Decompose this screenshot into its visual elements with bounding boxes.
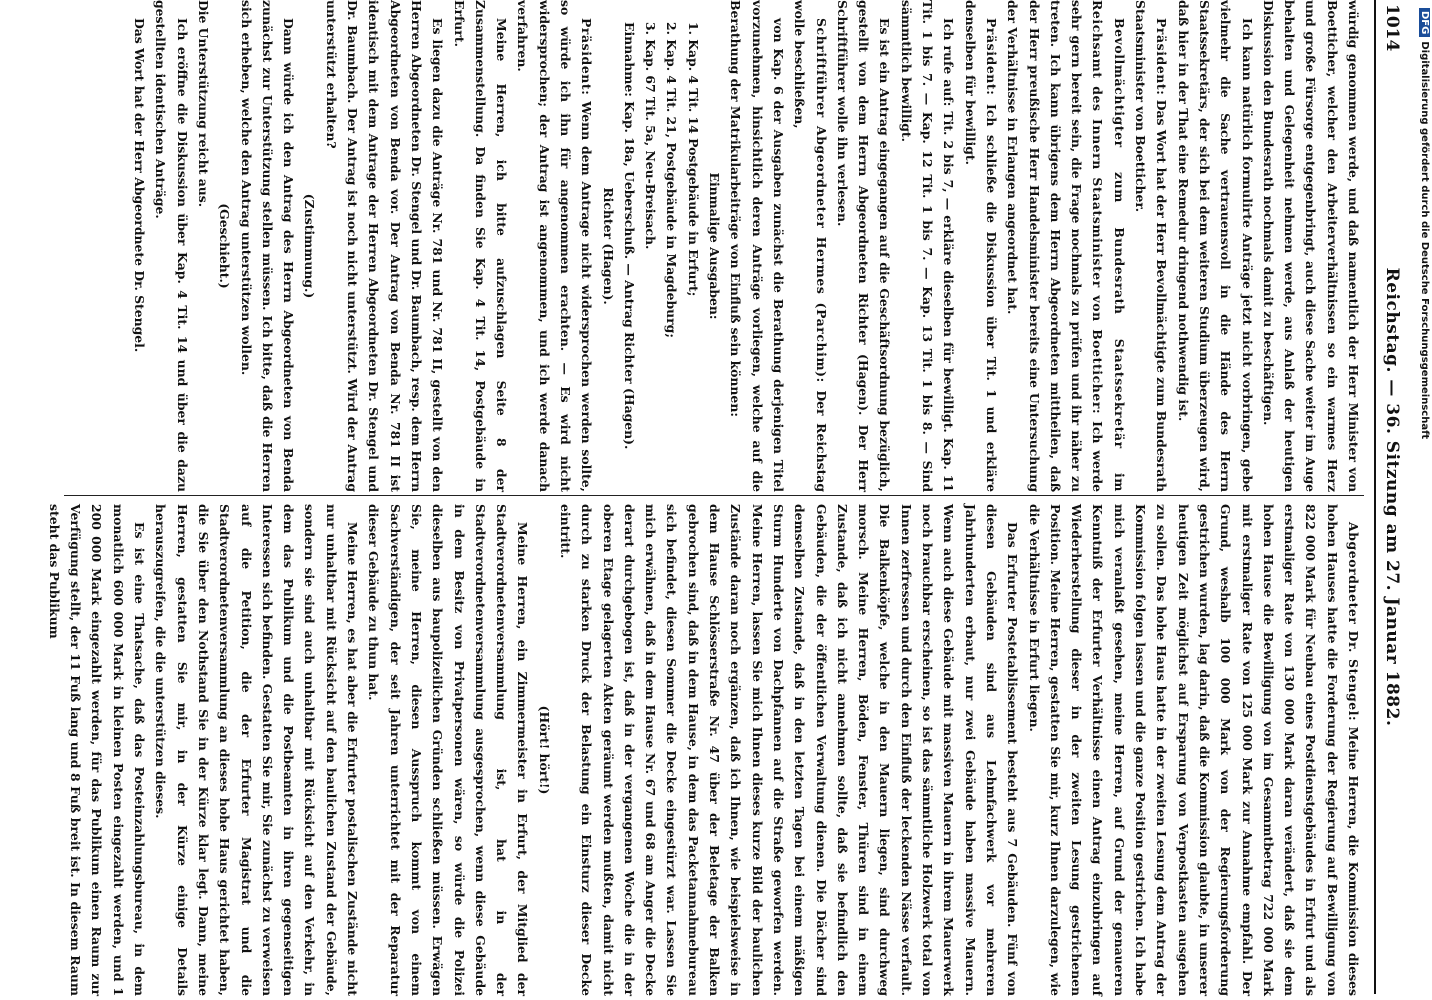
speaker-name: Präsident: <box>1154 18 1170 96</box>
paragraph-text: Es ist ein Antrag eingegangen auf die Geschäftsordnung bezüglich, gestellt von dem Herrn Abgeordneten Richter (Hagen). Der Herr Schriftführer wolle ihn verlesen. <box>834 0 893 492</box>
paragraph <box>789 0 832 492</box>
list-item <box>619 0 640 492</box>
speaker-name: Abgeordneter Dr. Stengel: <box>1346 522 1361 722</box>
paragraph-text: Meine Herren, ein Zimmermeister in Erfurt, der Mitglied der Stadtverordnetenversammlung ist, hat in der Stadtverordnetenversammlung ausgesprochen, wenn diese Gebäude in dem Besitz von Privatpersonen wären, so würde die Polizei dieselben aus baupolizeilichen Gründen schließen müssen. Erwägen Sie, meine Herren, diesen Ausspruch kommt von einem Sachverständigen, der seit Jahren unterrichtet mit der Reparatur dieser Gebäude zu thun hat. <box>366 504 531 996</box>
paragraph-text: 2. Kap. 4 Tit. 21, Postgebäude in Magdeburg; <box>664 22 680 338</box>
paragraph-text: Es liegen dazu die Anträge Nr. 781 und Nr. 781 II, gestellt von den Herren Abgeordneten Dr. Stengel und Dr. Baumbach, resp. dem Herrn Abgeordneten von Benda vor. Der Antrag von Benda Nr. 781 II ist identisch mit dem Antrage der Herren Abgeordneten Dr. Stengel und Dr. Baumbach. Der Antrag ist noch nicht unterstützt. Wird der Antrag unterstützt erhalten? <box>323 0 446 492</box>
paragraph <box>150 504 363 996</box>
paragraph <box>895 0 959 492</box>
paragraph <box>512 0 597 492</box>
column-divider <box>64 495 1364 496</box>
paragraph <box>1172 0 1257 492</box>
page-header <box>1370 0 1410 1000</box>
paragraph <box>725 0 789 492</box>
list-item <box>661 0 682 492</box>
header-rule <box>1374 0 1376 994</box>
paragraph-text: Das Erfurter Postetablissement besteht aus 7 Gebäuden. Fünf von diesen Gebäuden sind aus Lehmfachwerk vor mehreren Jahrhunderten erbaut, nur zwei Gebäude haben massive Mauern. Wenn auch diese Gebäude mit massiven Mauern in ihrem Mauerwerk noch brauchbar erscheinen, so ist das sämmtliche Holzwerk total von Innen zerfressen und durch den Einfluß der leckenden Nässe verfault. Die Balkenköpfe, welche in den Mauern liegen, sind durchweg morsch. Meine Herren, Böden, Fenster, Thüren sind in einem Zustande, daß ich nicht annehmen sollte, daß sie befindlich den Gebäuden, die der öffentlichen Verwaltung dienen. Die Dächer sind demselben Zustande, daß in den letzten Tagen bei einem mäßigen Sturm Hunderte von Dachpfannen auf die Straße geworfen werden. Meine Herren, lassen Sie mich Ihnen dieses kurze Bild der baulichen Zustände daran noch ergänzen, daß ich Ihnen, wie beispielsweise in dem Hause Schlösserstraße Nr. 47 über der Beletage der Balken gebrochen sind, daß in dem Hause, in dem das Packetannahmebureau sich befindet, diesen Sommer die Decke eingestürzt war. Lassen Sie mich erwähnen, daß in dem Hause Nr. 67 und 68 am Anger die Decke derart durchgebogen ist, daß in der vergangenen Woche die in der oberen Etage gelagerten Akten geräumt werden mußten, damit nicht durch zu starken Druck der Belastung ein Einsturz dieser Decke eintritt. <box>558 504 1021 996</box>
paragraph-text: Der Reichstag wolle beschließen, <box>792 0 829 492</box>
paragraph <box>363 504 533 996</box>
speaker-name: Präsident: <box>983 18 999 96</box>
centered-note <box>597 0 618 492</box>
paragraph-text: Richter (Hagen). <box>600 187 616 305</box>
dfg-logo: DFG <box>1419 8 1430 37</box>
paragraph-text: (Hört! hört!) <box>536 705 552 795</box>
paragraph <box>832 0 896 492</box>
paragraph-text: 1. Kap. 4 Tit. 14 Postgebäude in Erfurt; <box>685 22 701 297</box>
centered-note <box>533 504 554 996</box>
paragraph <box>1130 0 1173 492</box>
paragraph-text: Meine Herren, es hat aber die Erfurter postalischen Zustände nicht nur unhaltbar mit Rücksicht auf den baulichen Zustand der Gebäude, sondern sie sind auch unhaltbar mit Rücksicht auf den Verkehr, in dem das Publikum und die Postbeamten in ihren gegenseitigen Interessen sich befinden. Gestatten Sie mir, Sie zunächst zu verweisen auf die Petition, die der Erfurter Magistrat und die Stadtverordnetenversammlung an dieses hohe Haus gerichtet haben, die Sie über den Nothstand Sie in der Kürze klar legt. Dann, meine Herren, gestatten Sie mir, in der Kürze einige Details herauszugreifen, die die unterstützen dieses. <box>153 504 361 996</box>
paragraph-text: Meine Herren, ich bitte aufzuschlagen Seite 8 der Zusammenstellung. Da finden Sie Kap. 4 Tit. 14, Postgebäude in Erfurt. <box>451 0 510 492</box>
paragraph-text: Die Unterstützung reicht aus. <box>195 0 211 208</box>
paragraph <box>1258 0 1364 492</box>
paragraph <box>235 0 299 492</box>
speaker-name: Präsident: <box>579 18 595 96</box>
paragraph <box>448 0 512 492</box>
page-number: 1014 <box>1382 4 1402 52</box>
paragraph <box>1002 0 1130 492</box>
paragraph <box>44 504 150 996</box>
paragraph-text: (Zustimmung.) <box>302 193 318 299</box>
paragraph-text: Dann würde ich den Antrag des Herrn Abgeordneten von Benda zunächst zur Unterstützung stellen müssen. Ich bitte, daß die Herren sich erheben, welche den Antrag unterstützen wollen. <box>238 0 297 492</box>
paragraph-text: Einnahme: Kap. 18a, Ueberschuß. — Antrag Richter (Hagen). <box>621 22 637 450</box>
paragraph-text: Meine Herren, die Kommission dieses hohen Hauses hatte die Forderung der Regierung auf Bewilligung von 822 000 Mark für Neubau eines Postdienstgebäudes in Erfurt und als erstmaliger Rate von 130 000 Mark daran verändert, daß sie dem hohen Hause die Bewilligung von im Gesammtbetrag 722 000 Mark mit erstmaliger Rate von 125 000 Mark zur Annahme empfahl. Der Grund, weshalb 100 000 Mark von der Regierungsforderung gestrichen wurden, lag darin, daß die Kommission glaubte, in unserer heutigen Zeit möglichst auf Ersparung von Verpostkasten ausgehen zu sollen. Das hohe Haus hatte in der zweiten Lesung dem Antrag der Kommission folgen lassen und die ganze Position gestrichen. Ich habe mich veranlaßt gesehen, meine Herren, auf Grund der genaueren Kenntniß der Erfurter Verhältnisse einen Antrag einzubringen auf Wiederherstellung dieser in der zweiten Lesung gestrichenen Position. Meine Herren, gestatten Sie mir, kurz Ihnen darzulegen, wie die Verhältnisse in Erfurt liegen. <box>1026 504 1361 996</box>
paragraph-text: Es ist eine Thatsache, daß das Posteinzahlungsbureau, in dem monatlich 600 000 Mark in kleinen Posten eingezahlt werden, und 1 200 000 Mark eingezahlt werden, für das Publikum einen Raum zur Verfügung stellt, der 11 Fuß lang und 8 Fuß breit ist. In diesem Raum steht das Publikum <box>46 504 148 996</box>
paragraph-text: Wenn dem Antrage nicht widersprochen werden sollte, so würde ich ihn für angenommen erachten. — Es wird nicht widersprochen; der Antrag ist angenommen, und ich werde danach verfahren. <box>515 0 595 492</box>
paragraph <box>193 0 214 492</box>
paragraph-text: Das Wort hat der Herr Abgeordnete Dr. Stengel. <box>132 18 148 353</box>
speaker-name: Schriftführer Abgeordneter Hermes (Parchim): <box>813 18 829 383</box>
centered-note <box>214 0 235 492</box>
centered-note <box>299 0 320 492</box>
paragraph <box>959 0 1002 492</box>
paragraph-text: Einmalige Ausgaben: <box>707 172 723 320</box>
paragraph-text: Das Wort hat der Herr Bevollmächtigte zum Bundesrath Staatsminister von Boetticher. <box>1133 0 1170 492</box>
list-item <box>640 0 661 492</box>
right-text-column <box>44 504 1364 996</box>
paragraph-text: würdig genommen werde, und daß namentlich der Herr Minister von Boetticher, welcher den Arbeiterverhältnissen so ein warmes Herz und große Fürsorge entgegenbringt, auch diese Sache weiter im Auge behalten und Gelegenheit nehmen werde, aus Anlaß der heutigen Diskussion den Bundesrath nochmals damit zu beschäftigen. <box>1260 0 1361 492</box>
paragraph <box>320 0 448 492</box>
paragraph <box>129 0 150 492</box>
left-text-column <box>129 0 1364 492</box>
dfg-credit <box>1412 8 1430 992</box>
paragraph-text: (Geschieht.) <box>217 203 233 289</box>
paragraph <box>1023 504 1364 996</box>
rotated-page-content <box>40 0 1410 1000</box>
paragraph-text: Ich schließe die Diskussion über Tit. 1 und erkläre denselben für bewilligt. <box>962 0 999 492</box>
paragraph-text: Ich werde sehr gern bereit sein, die Frage nochmals zu prüfen und ihr näher zu treten. Ich kann übrigens dem Herrn Abgeordneten mittheilen, daß der Herr preußische Herr Handelsminister bereits eine Untersuchung der Verhältnisse in Erlangen angeordnet hat. <box>1005 0 1106 492</box>
paragraph-text: Ich eröffne die Diskussion über Kap. 4 Tit. 14 und über die dazu gestellten identischen Anträge. <box>153 0 190 492</box>
centered-note <box>704 0 725 492</box>
dfg-sidebar <box>1412 8 1430 992</box>
speaker-name: Bevollmächtigter zum Bundesrath Staatssekretär im Reichsamt des Innern Staatsminister von Boetticher: <box>1090 0 1127 492</box>
page-title: Reichstag. — 36. Sitzung am 27. Januar 1882. <box>1382 267 1402 727</box>
paragraph-text: Ich rufe auf: Tit. 2 bis 7, — erkläre dieselben für bewilligt. Kap. 11 Tit. 1 bis 7. — Kap. 12 Tit. 1 bis 7. — Kap. 13 Tit. 1 bis 8. — Sind sämmtlich bewilligt. <box>898 0 957 492</box>
paragraph-text: 3. Kap. 67 Tit. 5a, Neu-Breisach. <box>643 22 659 250</box>
paragraph <box>150 0 193 492</box>
list-item <box>683 0 704 492</box>
paragraph <box>555 504 1024 996</box>
paragraph-text: von Kap. 6 der Ausgaben zunächst die Berathung derjenigen Titel vorzunehmen, hinsichtlich deren Anträge vorliegen, welche auf die Berathung der Matrikularbeiträge von Einfluß sein können: <box>728 0 786 492</box>
dfg-credit-text: Digitalisierung gefördert durch die Deutsche Forschungsgemeinschaft <box>1419 41 1430 440</box>
paragraph-text: Ich kann natürlich formulirte Anträge jetzt nicht vorbringen, gebe vielmehr die Sache vertrauensvoll in die Hände des Herrn Staatssekretärs, der sich bei dem weiteren Studium überzeugen wird, daß hier in der That eine Remedur dringend nothwendig ist. <box>1175 0 1255 492</box>
